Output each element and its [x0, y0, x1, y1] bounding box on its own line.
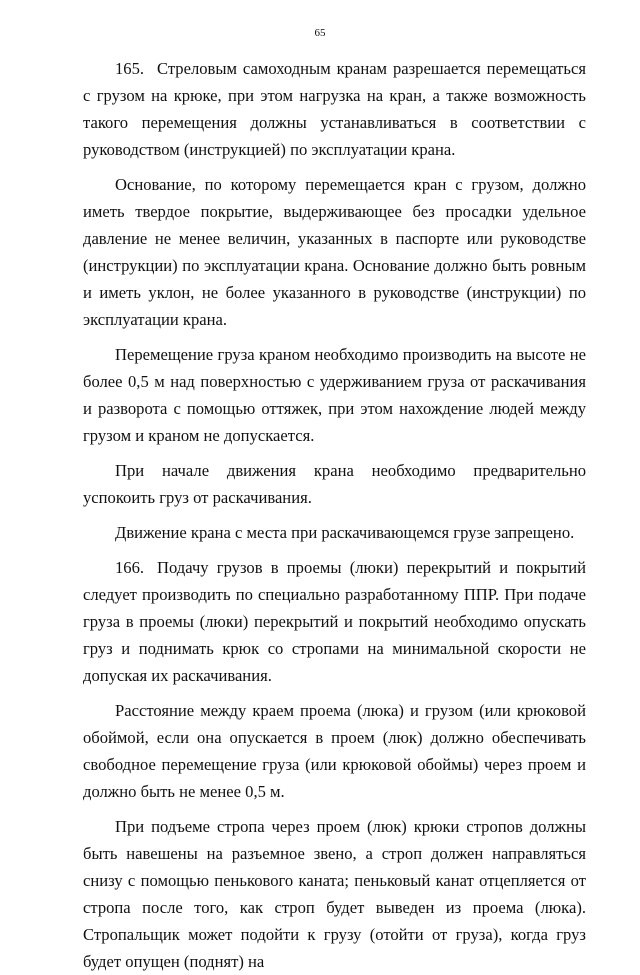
paragraph-text: Подачу грузов в проемы (люки) перекрытий и покрытий следует производить по специально разработанному ППР. При подаче груза в проемы (люки) перекрытий и покрытий необходимо опускать груз и поднимать крюк со стропами на минимальной скорости не допуская их раскачивания.: [83, 558, 586, 685]
paragraph-text: При подъеме стропа через проем (люк) крюки стропов должны быть навешены на разъемное звено, а строп должен направляться снизу с помощью пенькового каната; пеньковый канат отцепляется от стропа после того, как строп будет выведен из проема (люка). Стропальщик может подойти к грузу (отойти от груза), когда груз будет опущен (поднят) на: [83, 817, 586, 971]
paragraph-165: [83, 55, 586, 163]
paragraph-swinging-prohibited: [83, 519, 586, 546]
paragraph-load-height: [83, 341, 586, 449]
paragraph-166: [83, 554, 586, 689]
paragraph-text: При начале движения крана необходимо предварительно успокоить груз от раскачивания.: [83, 461, 586, 507]
paragraph-text: Основание, по которому перемещается кран с грузом, должно иметь твердое покрытие, выдерживающее без просадки удельное давление не менее величин, указанных в паспорте или руководстве (инструкции) по эксплуатации крана. Основание должно быть ровным и иметь уклон, не более указанного в руководстве (инструкции) по эксплуатации крана.: [83, 175, 586, 329]
document-body: [83, 55, 586, 975]
page-number: 65: [314, 27, 326, 39]
paragraph-text: Расстояние между краем проема (люка) и грузом (или крюковой обоймой, если она опускается в проем (люк) должно обеспечивать свободное перемещение груза (или крюковой обоймы) через проем и должно быть не менее 0,5 м.: [83, 701, 586, 801]
paragraph-foundation: [83, 171, 586, 333]
paragraph-text: Движение крана с места при раскачивающемся грузе запрещено.: [115, 523, 575, 542]
paragraph-sling-lifting: [83, 813, 586, 975]
paragraph-text: Стреловым самоходным кранам разрешается перемещаться с грузом на крюке, при этом нагрузка на кран, а также возможность такого перемещения должны устанавливаться в соответствии с руководством (инструкцией) по эксплуатации крана.: [83, 59, 586, 159]
clause-number: 166.: [115, 558, 145, 577]
clause-number: 165.: [115, 59, 145, 78]
paragraph-start-motion: [83, 457, 586, 511]
paragraph-text: Перемещение груза краном необходимо производить на высоте не более 0,5 м над поверхностью с удерживанием груза от раскачивания и разворота с помощью оттяжек, при этом нахождение людей между грузом и краном не допускается.: [83, 345, 586, 445]
paragraph-clearance: [83, 697, 586, 805]
